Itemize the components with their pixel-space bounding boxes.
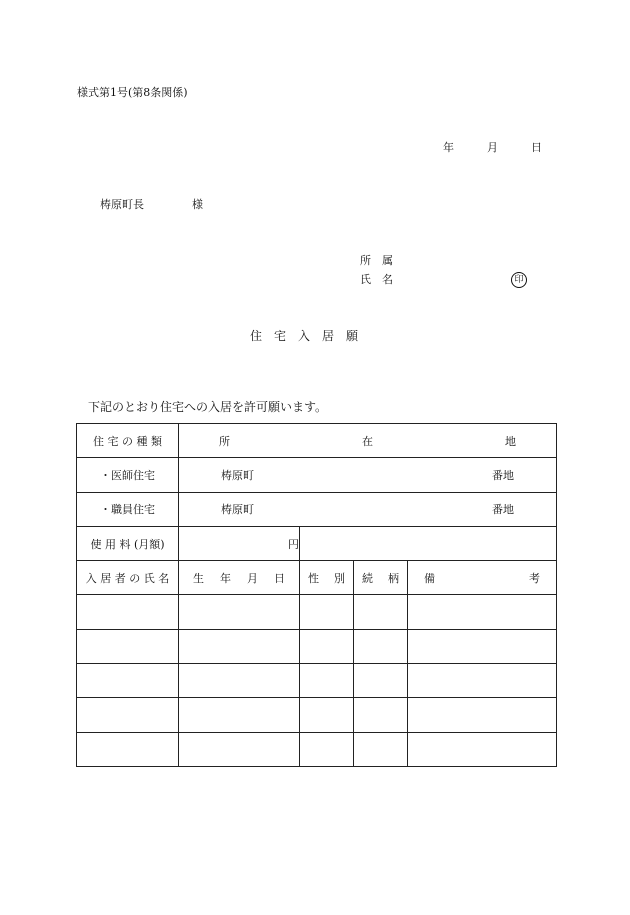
date-year: 年	[443, 141, 454, 154]
table-row	[77, 492, 557, 526]
sex-cell[interactable]	[300, 698, 354, 732]
table-row	[77, 732, 557, 766]
header-house-type: 住 宅 の 種 類	[77, 424, 179, 458]
application-table	[76, 423, 557, 767]
house-type-staff: ・職員住宅	[77, 492, 179, 526]
birth-date-header	[179, 561, 300, 595]
occupant-name-header: 入 居 者 の 氏 名	[77, 561, 179, 595]
fee-label: 使 用 料 (月額)	[77, 526, 179, 560]
relation-b: 柄	[388, 571, 399, 585]
header-location-a: 所	[219, 434, 230, 448]
birth-date-cell[interactable]	[179, 595, 300, 629]
name-label: 氏 名	[360, 273, 393, 286]
relation-cell[interactable]	[354, 664, 408, 698]
sex-cell[interactable]	[300, 664, 354, 698]
date-line	[443, 141, 542, 155]
location-field[interactable]	[179, 458, 557, 492]
sex-header	[300, 561, 354, 595]
birth-d: 日	[274, 571, 285, 585]
occupant-name-cell[interactable]	[77, 629, 179, 663]
header-location	[179, 424, 557, 458]
remarks-cell[interactable]	[408, 595, 557, 629]
occupant-name-cell[interactable]	[77, 664, 179, 698]
occupant-name-cell[interactable]	[77, 698, 179, 732]
birth-date-cell[interactable]	[179, 664, 300, 698]
location-field[interactable]	[179, 492, 557, 526]
addressee-name: 梼原町長	[100, 198, 144, 211]
honorific: 様	[192, 198, 203, 211]
sex-cell[interactable]	[300, 732, 354, 766]
seal-mark: 印	[511, 272, 527, 288]
header-location-c: 地	[505, 434, 516, 448]
occupant-name-cell[interactable]	[77, 595, 179, 629]
date-day: 日	[531, 141, 542, 154]
yen-unit: 円	[288, 537, 299, 551]
birth-c: 月	[247, 571, 258, 585]
addressee	[100, 198, 203, 212]
sex-cell[interactable]	[300, 595, 354, 629]
relation-cell[interactable]	[354, 698, 408, 732]
header-location-b: 在	[362, 434, 373, 448]
page-title: 住 宅 入 居 願	[250, 329, 359, 343]
birth-date-cell[interactable]	[179, 698, 300, 732]
birth-b: 年	[220, 571, 231, 585]
sex-cell[interactable]	[300, 629, 354, 663]
remarks-b: 考	[529, 571, 540, 585]
table-row	[77, 458, 557, 492]
relation-header	[354, 561, 408, 595]
relation-a: 続	[362, 571, 373, 585]
occupant-header-row	[77, 561, 557, 595]
birth-date-cell[interactable]	[179, 732, 300, 766]
table-row	[77, 595, 557, 629]
table-row	[77, 629, 557, 663]
remarks-cell[interactable]	[408, 732, 557, 766]
affiliation-label: 所 属	[360, 254, 393, 267]
date-month: 月	[487, 141, 498, 154]
remarks-cell[interactable]	[408, 664, 557, 698]
form-number: 様式第1号(第8条関係)	[77, 86, 188, 99]
intro-text: 下記のとおり住宅への入居を許可願います。	[88, 400, 328, 414]
town-name: 梼原町	[221, 503, 254, 517]
table-header-row	[77, 424, 557, 458]
remarks-cell[interactable]	[408, 629, 557, 663]
banchi-label: 番地	[492, 503, 514, 517]
remarks-cell[interactable]	[408, 698, 557, 732]
fee-blank	[300, 526, 557, 560]
birth-a: 生	[193, 571, 204, 585]
sex-b: 別	[334, 571, 345, 585]
town-name: 梼原町	[221, 468, 254, 482]
fee-row	[77, 526, 557, 560]
occupant-name-cell[interactable]	[77, 732, 179, 766]
remarks-a: 備	[424, 571, 435, 585]
sex-a: 性	[308, 571, 319, 585]
birth-date-cell[interactable]	[179, 629, 300, 663]
remarks-header	[408, 561, 557, 595]
table-row	[77, 698, 557, 732]
fee-field[interactable]	[179, 526, 300, 560]
house-type-doctor: ・医師住宅	[77, 458, 179, 492]
relation-cell[interactable]	[354, 595, 408, 629]
relation-cell[interactable]	[354, 629, 408, 663]
banchi-label: 番地	[492, 468, 514, 482]
table-row	[77, 664, 557, 698]
relation-cell[interactable]	[354, 732, 408, 766]
